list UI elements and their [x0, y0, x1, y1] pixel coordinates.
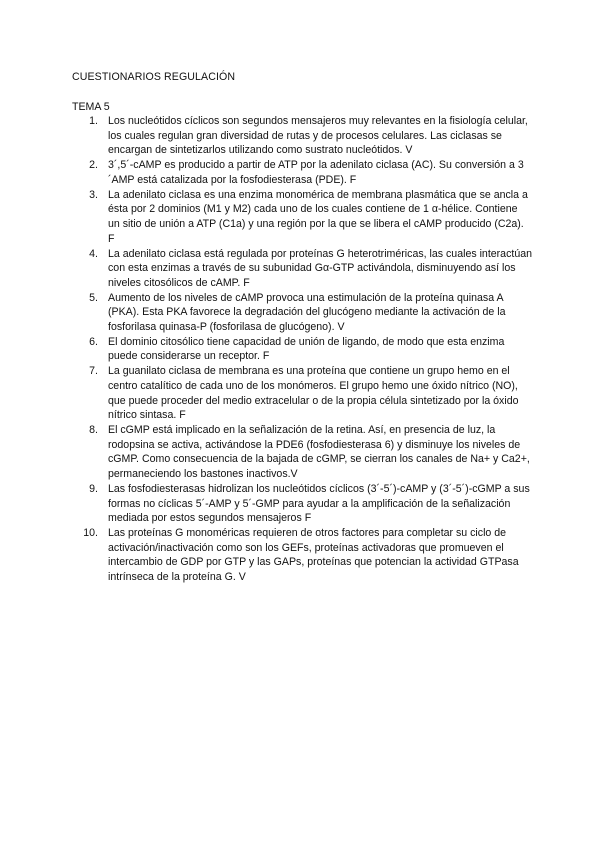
question-text: La adenilato ciclasa es una enzima monomérica de membrana plasmática que se ancla a ésta por 2 dominios (M1 y M2) cada uno de los cuales contiene de 1 α-hélice. Contiene un sitio de unión a ATP (C1a) y una región por la que se libera el cAMP producido (C2a). F — [108, 188, 528, 245]
question-item-2 — [72, 158, 532, 187]
question-number: 10. — [83, 527, 98, 540]
document-title: CUESTIONARIOS REGULACIÓN — [72, 71, 236, 83]
question-number: 8. — [89, 424, 98, 437]
question-text: La adenilato ciclasa está regulada por proteínas G heterotriméricas, las cuales interactúan con esta enzimas a través de su subunidad Gα-GTP activándola, disminuyendo así los niveles citosólicos de cAMP. F — [108, 247, 532, 289]
section-title: TEMA 5 — [72, 101, 110, 113]
question-item-8 — [72, 423, 532, 481]
question-text: Aumento de los niveles de cAMP provoca una estimulación de la proteína quinasa A (PKA). Esta PKA favorece la degradación del glucógeno mediante la activación de la fosforilasa quinasa-P (fosforilasa de glucógeno). V — [108, 291, 506, 333]
question-number: 5. — [89, 291, 98, 304]
question-item-9 — [72, 482, 532, 526]
question-number: 2. — [89, 159, 98, 172]
question-number: 6. — [89, 335, 98, 348]
question-item-7 — [72, 364, 532, 422]
question-item-6 — [72, 335, 532, 364]
question-list — [72, 114, 532, 585]
question-text: La guanilato ciclasa de membrana es una proteína que contiene un grupo hemo en el centro catalítico de cada uno de los monómeros. El grupo hemo une óxido nítrico (NO), que puede proceder del medio extracelular o de la propia célula sintetizado por la óxido nítrico sintasa. F — [108, 365, 519, 422]
question-number: 9. — [89, 482, 98, 495]
question-text: Las fosfodiesterasas hidrolizan los nucleótidos cíclicos (3´-5´)-cAMP y (3´-5´)-cGMP a sus formas no cíclicas 5´-AMP y 5´-GMP para ayudar a la amplificación de la señalización mediada por estos segundos mensajeros F — [108, 482, 530, 525]
question-text: Los nucleótidos cíclicos son segundos mensajeros muy relevantes en la fisiología celular, los cuales regulan gran diversidad de rutas y de procesos celulares. Las ciclasas se encargan de sintetizarlos utilizando como sustrato nucleótidos. V — [108, 115, 528, 157]
question-number: 3. — [89, 188, 98, 201]
question-number: 7. — [89, 365, 98, 378]
question-number: 4. — [89, 247, 98, 260]
question-item-4 — [72, 247, 532, 291]
question-item-3 — [72, 188, 532, 246]
question-item-5 — [72, 291, 532, 335]
question-text: Las proteínas G monoméricas requieren de otros factores para completar su ciclo de activación/inactivación como son los GEFs, proteínas activadoras que promueven el intercambio de GDP por GTP y las GAPs, proteínas que potencian la actividad GTPasa intrínseca de la proteína G. V — [108, 527, 519, 583]
question-item-1 — [72, 114, 532, 158]
question-text: El dominio citosólico tiene capacidad de unión de ligando, de modo que esta enzima puede considerarse un receptor. F — [108, 335, 505, 363]
question-item-10 — [72, 526, 532, 584]
question-number: 1. — [89, 115, 98, 127]
question-text: El cGMP está implicado en la señalización de la retina. Así, en presencia de luz, la rodopsina se activa, activándose la PDE6 (fosfodiesterasa 6) y disminuye los niveles de cGMP. Como consecuencia de la bajada de cGMP, se cierran los canales de Na+ y Ca2+, permaneciendo los bastones inactivos.V — [108, 424, 530, 480]
question-text: 3´,5´-cAMP es producido a partir de ATP por la adenilato ciclasa (AC). Su conversión a 3´AMP está catalizada por la fosfodiesterasa (PDE). F — [108, 159, 524, 186]
